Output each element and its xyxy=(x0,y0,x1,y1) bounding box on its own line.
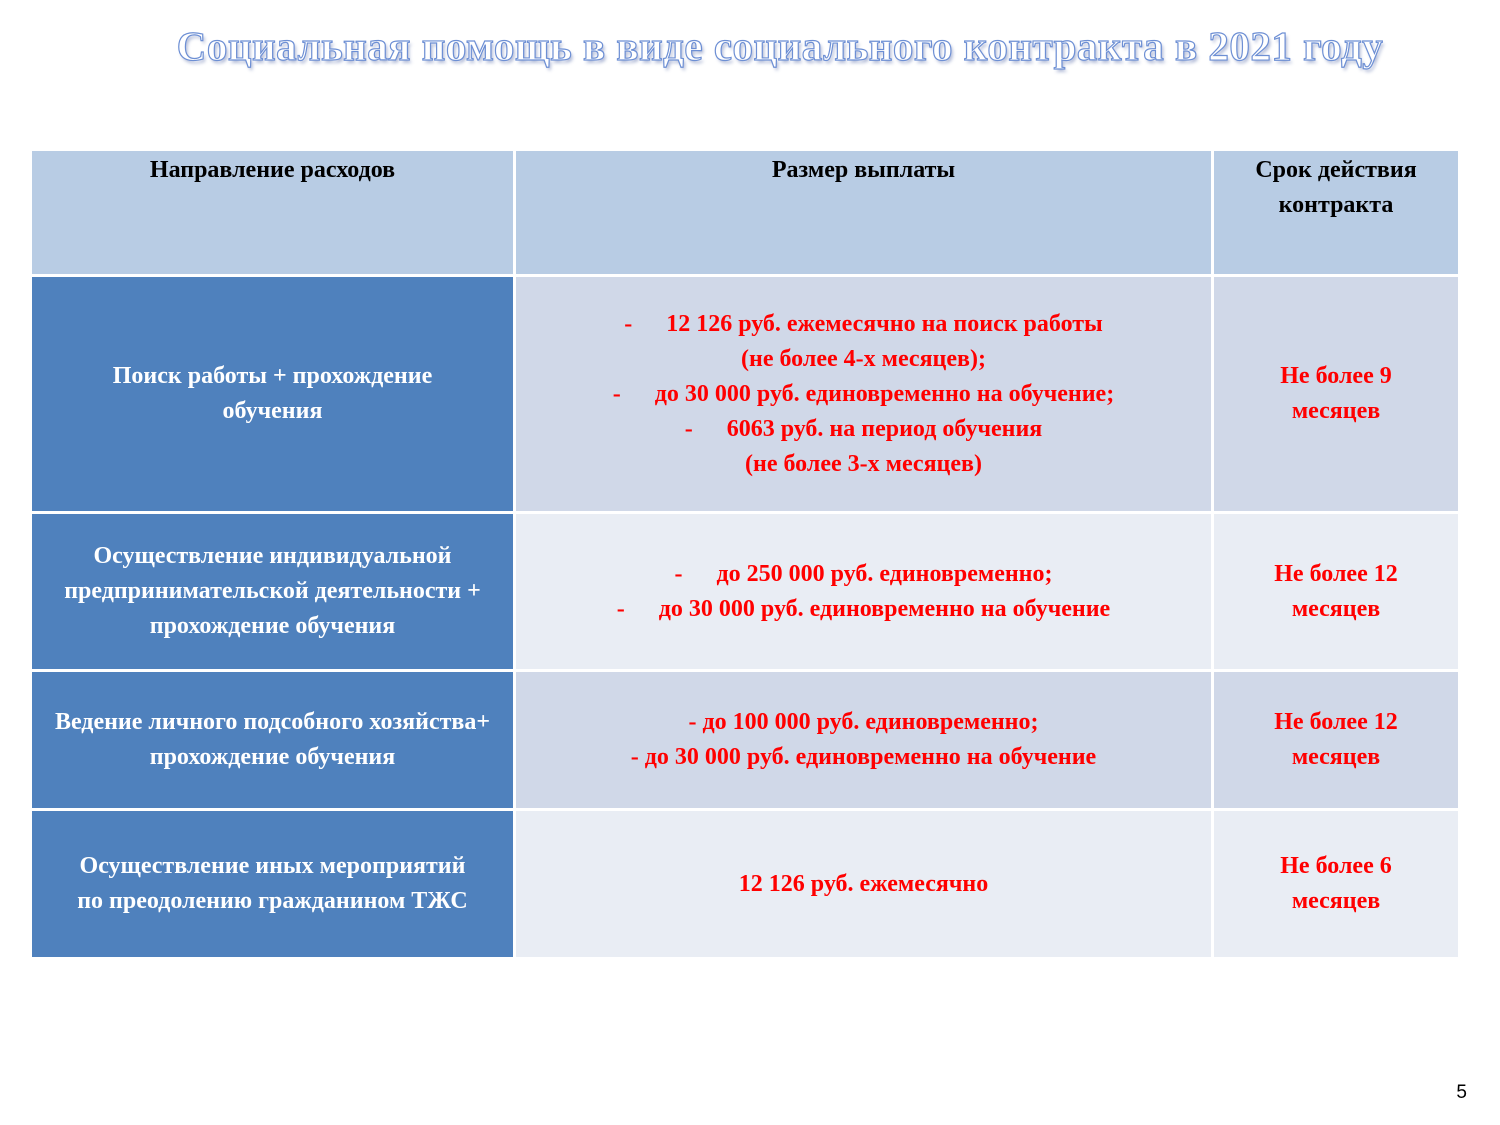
table-row xyxy=(31,276,1460,513)
term-cell: Не более 12 месяцев xyxy=(1213,671,1460,810)
header-direction: Направление расходов xyxy=(31,150,515,276)
direction-cell: Ведение личного подсобного хозяйства+ прохождение обучения xyxy=(31,671,515,810)
payment-cell xyxy=(515,276,1213,513)
payment-cell xyxy=(515,513,1213,671)
term-cell: Не более 12 месяцев xyxy=(1213,513,1460,671)
direction-cell: Поиск работы + прохождение обучения xyxy=(31,276,515,513)
table-header-row xyxy=(31,150,1460,276)
slide-title: Социальная помощь в виде социального контракта в 2021 году xyxy=(176,23,1384,69)
header-term: Срок действия контракта xyxy=(1213,150,1460,276)
payment-line: - до 30 000 руб. единовременно на обучение; xyxy=(612,380,1115,407)
table-row xyxy=(31,513,1460,671)
term-cell: Не более 6 месяцев xyxy=(1213,810,1460,959)
payment-line: - 12 126 руб. ежемесячно на поиск работы xyxy=(624,310,1103,337)
table-row xyxy=(31,810,1460,959)
payment-line: 12 126 руб. ежемесячно xyxy=(738,870,989,897)
direction-cell: Осуществление индивидуальной предпринимательской деятельности + прохождение обучения xyxy=(31,513,515,671)
payment-line: - до 100 000 руб. единовременно; xyxy=(688,709,1039,735)
direction-cell: Осуществление иных мероприятий по преодолению гражданином ТЖС xyxy=(31,810,515,959)
table-row xyxy=(31,671,1460,810)
social-contract-table xyxy=(29,148,1461,960)
payment-line: (не более 3-х месяцев) xyxy=(745,450,982,477)
payment-line: - 6063 руб. на период обучения xyxy=(684,415,1043,442)
payment-line: - до 30 000 руб. единовременно на обучение xyxy=(630,744,1097,770)
term-cell: Не более 9 месяцев xyxy=(1213,276,1460,513)
payment-cell xyxy=(515,810,1213,959)
payment-line: - до 250 000 руб. единовременно; xyxy=(674,560,1053,587)
payment-line: (не более 4-х месяцев); xyxy=(741,345,986,372)
payment-line: - до 30 000 руб. единовременно на обучение xyxy=(616,595,1111,622)
payment-cell xyxy=(515,671,1213,810)
header-payment: Размер выплаты xyxy=(515,150,1213,276)
page-number: 5 xyxy=(1456,1082,1467,1103)
